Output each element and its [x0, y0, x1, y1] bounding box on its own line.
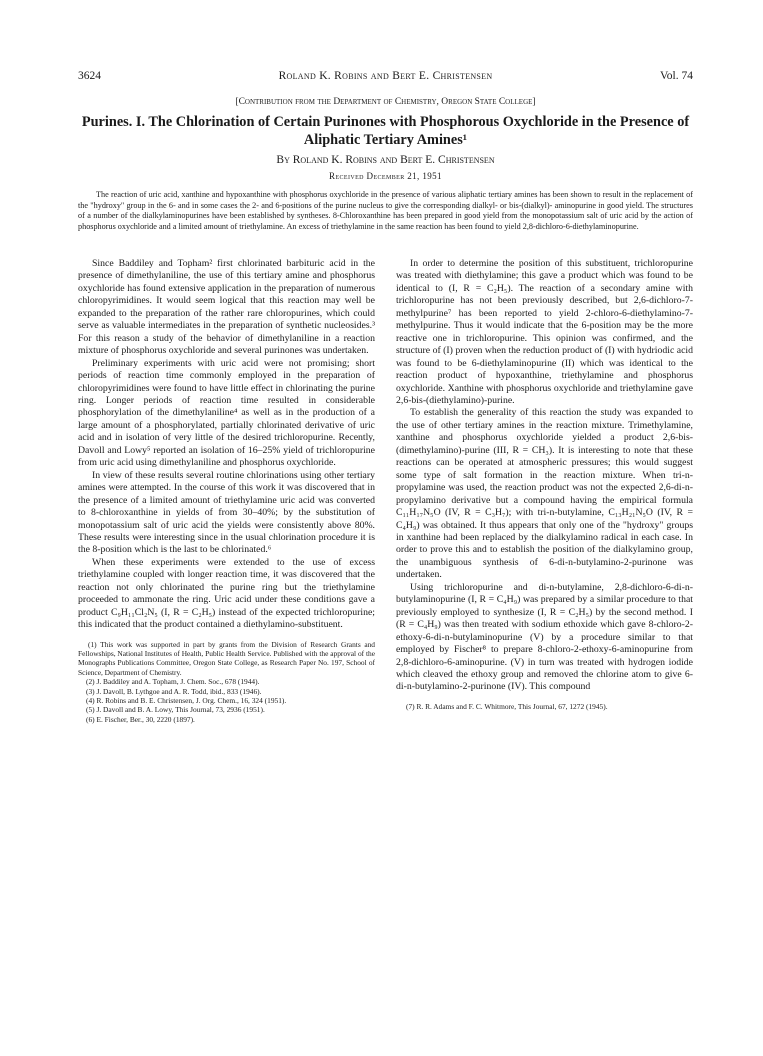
footnotes: [396, 702, 693, 711]
body-paragraph: To establish the generality of this reaction the study was expanded to the use of other tertiary amines in the reaction mixture. Trimethylamine, xanthine and phosphorus oxychloride yielded a product 2,6-bis-(dimethylamino)-purine (III, R = CH₃). It is interesting to note that these reactions can be operated at atmospheric pressures; this would suggest some type of salt formation in the reaction mixture. When tri-n-propylamine was used, the reaction product was not the expected 2,6-di-n-propylamino derivative but a compound having the empirical formula C₁₁H₁₇N₅O (IV, R = C₃H₇); with tri-n-butylamine, C₁₃H₂₁N₅O (IV, R = C₄H₉) was obtained. It thus appears that only one of the "hydroxy" groups in xanthine had been replaced by the dialkylamino radical in each case. In order to prove this and to establish the position of the dialkylamino group, the unambiguous synthesis of 6-di-n-butylamino-2-purinone was undertaken.: [396, 407, 693, 581]
body-paragraph: In order to determine the position of this substituent, trichloropurine was treated with diethylamine; this gave a product which was found to be identical to (I, R = C₂H₅). The reaction of a secondary amine with trichloropurine has not been previously described, but 2,6-dichloro-7-methylpurine⁷ has been reported to yield 2-chloro-6-diethylamino-7-methylpurine. Thus it would indicate that the 6-position may be the more reactive one in trichloropurine. This opinion was confirmed, and the structure of (I) proven when the reduction product of (I) with hydriodic acid was found to be 6-diethylaminopurine (II) which was identical to the reaction product of hypoxanthine, triethylamine and phosphorus oxychloride. Xanthine with phosphorus oxychloride and triethylamine gave 2,6-bis-(diethylamino)-purine.: [396, 258, 693, 406]
body-paragraph: When these experiments were extended to the use of excess triethylamine coupled with longer reaction time, it was discovered that the reaction not only chlorinated the purine ring but the triethylamine proceeded to ammonate the ring. Uric acid under these conditions gave a product C₉H₁₁Cl₂N₅ (I, R = C₂H₅) instead of the expected trichloropurine; this indicated that the product contained a diethylamino-substituent.: [78, 556, 375, 631]
body-paragraph: In view of these results several routine chlorinations using other tertiary amines were attempted. In the course of this work it was discovered that in the presence of a limited amount of triethylamine uric acid was converted to 8-chloroxanthine in yields of from 30–40%; by the substitution of monopotassium salt of uric acid the yields were consistently above 80%. These results were interesting since in the usual chlorination procedure it is the 8-position which is the last to be chlorinated.⁶: [78, 469, 375, 556]
footnote: (3) J. Davoll, B. Lythgoe and A. R. Todd, ibid., 833 (1946).: [86, 686, 262, 696]
body-paragraph: Since Baddiley and Topham² first chlorinated barbituric acid in the presence of dimethylaniline, the use of this tertiary amine and phosphorus oxychloride has found extensive application in the preparation of numerous chloropyrimidines. It would seem logical that this reaction may well be expanded to the preparation of the rather rare chloropurines, which could serve as valuable intermediates in the preparation of synthetic nucleosides.³ For this reason a study of the behavior of dimethylaniline in a reaction mixture of phosphorus oxychloride and several purinones was undertaken.: [78, 258, 375, 357]
abstract: The reaction of uric acid, xanthine and hypoxanthine with phosphorus oxychloride in the presence of various aliphatic tertiary amines has been shown to result in the replacement of the "hydroxy" group in the 6- and in some cases the 2- and 6-positions of the purine nucleus to give the corresponding dialkyl- or bis-(dialkyl)- aminopurine in good yield. The structures of a number of the dialkylaminopurines have been established by syntheses. 8-Chloroxanthine has been prepared in good yield from the monopotassium salt of uric acid by the action of phosphorus oxychloride and a limited amount of triethylamine. An excess of triethylamine in the same reaction has been found to yield 2,8-dichloro-6-diethylaminopurine.: [78, 190, 693, 232]
running-authors: Roland K. Robins and Bert E. Christensen: [278, 70, 493, 82]
body-paragraph: Preliminary experiments with uric acid were not promising; short periods of reaction time commonly employed in the preparation of chloropyrimidines were found to have little effect in chlorinating the purine ring. Longer periods of reaction time resulted in considerable phosphorylation of the dimethylaniline⁴ as well as in the production of a large amount of a phosphorylated, partially chlorinated derivative of uric acid and in isolation of very little of the desired trichloropurine. Recently, Davoll and Lowy⁵ reported an isolation of 16–25% yield of trichloropurine from uric acid using dimethylaniline and phosphorus oxychloride.: [78, 357, 375, 469]
footnote: (1) This work was supported in part by grants from the Division of Research Grants and Fellowships, National Institutes of Health, Public Health Service. Published with the approval of the Monographs Publications Committee, Oregon State College, as Research Paper No. 197, School of Science, Department of Chemistry.: [78, 639, 375, 677]
footnote: (6) E. Fischer, Ber., 30, 2220 (1897).: [86, 714, 195, 724]
footnotes: [78, 640, 375, 725]
byline: By Roland K. Robins and Bert E. Christensen: [276, 154, 495, 166]
footnote: (4) R. Robins and B. E. Christensen, J. Org. Chem., 16, 324 (1951).: [86, 696, 287, 706]
article-title: Purines. I. The Chlorination of Certain Purinones with Phosphorous Oxychloride in the Presence of Aliphatic Tertiary Amines¹: [81, 114, 690, 148]
body-paragraph: Using trichloropurine and di-n-butylamine, 2,8-dichloro-6-di-n-butylaminopurine (I, R = C₄H₉) was prepared by a similar procedure to that previously employed to synthesize (I, R = C₂H₅) by the second method. I (R = C₄H₉) was then treated with sodium ethoxide which gave 8-chloro-2-ethoxy-6-di-n-butylaminopurine (V) by a procedure similar to that employed by Fischer⁸ to prepare 8-chloro-2-ethoxy-6-aminopurine from 2,8-dichloro-6-aminopurine. (V) in turn was treated with hydrogen iodide which cleaved the ethoxy group and removed the chlorine atom to give 6-di-n-butylamino-2-purinone (IV). This compound: [396, 581, 693, 693]
footnote: (2) J. Baddiley and A. Topham, J. Chem. Soc., 678 (1944).: [86, 677, 260, 687]
volume-label: Vol. 74: [659, 70, 693, 82]
footnote: (7) R. R. Adams and F. C. Whitmore, This Journal, 67, 1272 (1945).: [406, 701, 608, 711]
page-number: 3624: [78, 70, 101, 82]
received-date: Received December 21, 1951: [329, 171, 442, 181]
right-column: [396, 258, 693, 711]
left-column: [78, 258, 375, 724]
footnote: (5) J. Davoll and B. A. Lowy, This Journal, 73, 2936 (1951).: [86, 705, 265, 715]
running-header: [78, 70, 693, 84]
contribution-note: [Contribution from the Department of Chemistry, Oregon State College]: [235, 97, 536, 107]
